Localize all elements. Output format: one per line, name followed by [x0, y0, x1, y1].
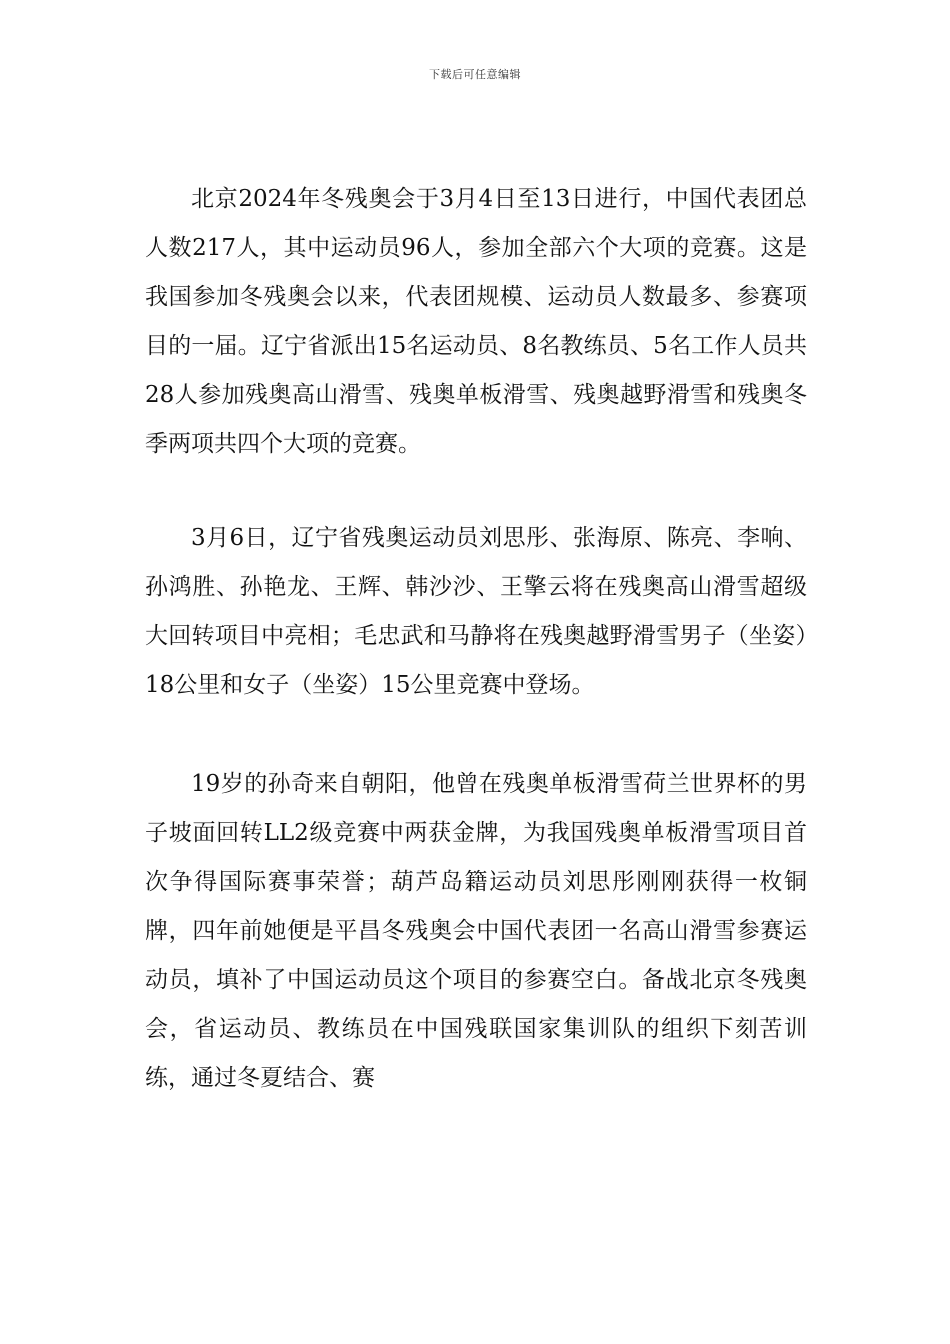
paragraph-1: 北京2024年冬残奥会于3月4日至13日进行，中国代表团总人数217人，其中运动员96人，参加全部六个大项的竞赛。这是我国参加冬残奥会以来，代表团规模、运动员人数最多、参赛项目的一届。辽宁省派出15名运动员、8名教练员、5名工作人员共28人参加残奥高山滑雪、残奥单板滑雪、残奥越野滑雪和残奥冬季两项共四个大项的竞赛。 [145, 186, 807, 457]
paragraph-2: 3月6日，辽宁省残奥运动员刘思彤、张海原、陈亮、李响、孙鸿胜、孙艳龙、王辉、韩沙沙、王擎云将在残奥高山滑雪超级大回转项目中亮相；毛忠武和马静将在残奥越野滑雪男子（坐姿）18公里和女子（坐姿）15公里竞赛中登场。 [145, 525, 807, 698]
document-body [145, 175, 807, 1103]
paragraph-3: 19岁的孙奇来自朝阳，他曾在残奥单板滑雪荷兰世界杯的男子坡面回转LL2级竞赛中两获金牌，为我国残奥单板滑雪项目首次争得国际赛事荣誉；葫芦岛籍运动员刘思彤刚刚获得一枚铜牌，四年前她便是平昌冬残奥会中国代表团一名高山滑雪参赛运动员，填补了中国运动员这个项目的参赛空白。备战北京冬残奥会，省运动员、教练员在中国残联国家集训队的组织下刻苦训练，通过冬夏结合、赛 [145, 771, 807, 1091]
header-note: 下载后可任意编辑 [429, 68, 521, 81]
